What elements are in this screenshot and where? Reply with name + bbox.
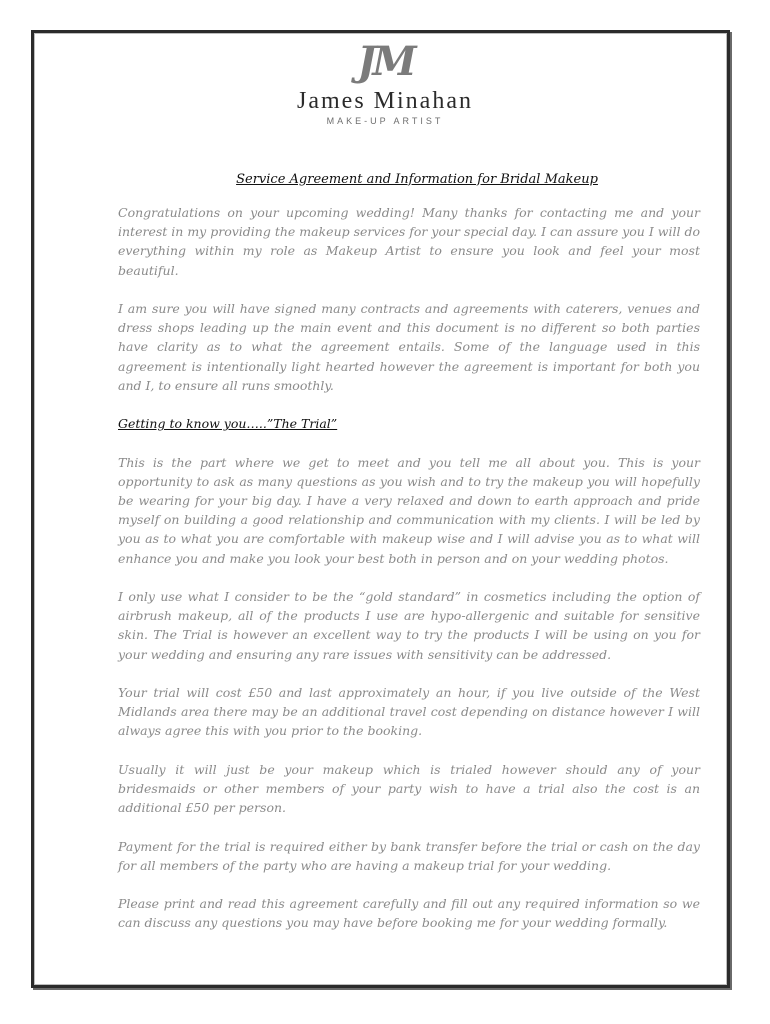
trial-paragraph-6: Please print and read this agreement carefully and fill out any required information so we can discuss any questions you may have before booking me for your wedding formally.: [118, 896, 700, 931]
trial-paragraph-5: Payment for the trial is required either by bank transfer before the trial or cash on the day for all members of the party who are having a makeup trial for your wedding.: [118, 838, 700, 873]
brand-tagline: MAKE-UP ARTIST: [326, 116, 444, 126]
trial-paragraph-4: Usually it will just be your makeup which is trialed however should any of your bridesmaids or other members of your party wish to have a trial also the cost is an additional £50 per person.: [118, 761, 700, 816]
trial-paragraph-3: Your trial will cost £50 and last approximately an hour, if you live outside of the West Midlands area there may be an additional travel cost depending on distance however I will always agree this with you prior to the booking.: [118, 685, 700, 739]
brand-name: James Minahan: [297, 88, 473, 114]
section-heading-trial: Getting to know you…..”The Trial”: [118, 416, 338, 432]
intro-paragraph-1: Congratulations on your upcoming wedding! Many thanks for contacting me and your interest in my providing the makeup services for your special day. I can assure you I will do everything within my role as Makeup Artist to ensure you look and feel your most beautiful.: [118, 205, 700, 278]
intro-paragraph-2: I am sure you will have signed many contracts and agreements with caterers, venues and dress shops leading up the main event and this document is no different so both parties have clarity as to what the agreement entails. Some of the language used in this agreement is intentionally light hearted however the agreement is important for both you and I, to ensure all runs smoothly.: [118, 301, 700, 393]
document-title: Service Agreement and Information for Bridal Makeup: [236, 172, 598, 187]
document-body: [118, 203, 700, 952]
trial-paragraph-2: I only use what I consider to be the “gold standard” in cosmetics including the option of airbrush makeup, all of the products I use are hypo-allergenic and suitable for sensitive skin. The Trial is however an excellent way to try the products I will be using on you for your wedding and ensuring any rare issues with sensitivity can be addressed.: [118, 589, 700, 662]
brand-monogram: JM: [357, 38, 413, 85]
trial-paragraph-1: This is the part where we get to meet and you tell me all about you. This is your opportunity to ask as many questions as you wish and to try the makeup you will hopefully be wearing for your big day. I have a very relaxed and down to earth approach and pride myself on building a good relationship and communication with my clients. I will be led by you as to what you are comfortable with makeup wise and I will advise you as to what will enhance you and make you look your best both in person and on your wedding photos.: [118, 454, 700, 566]
